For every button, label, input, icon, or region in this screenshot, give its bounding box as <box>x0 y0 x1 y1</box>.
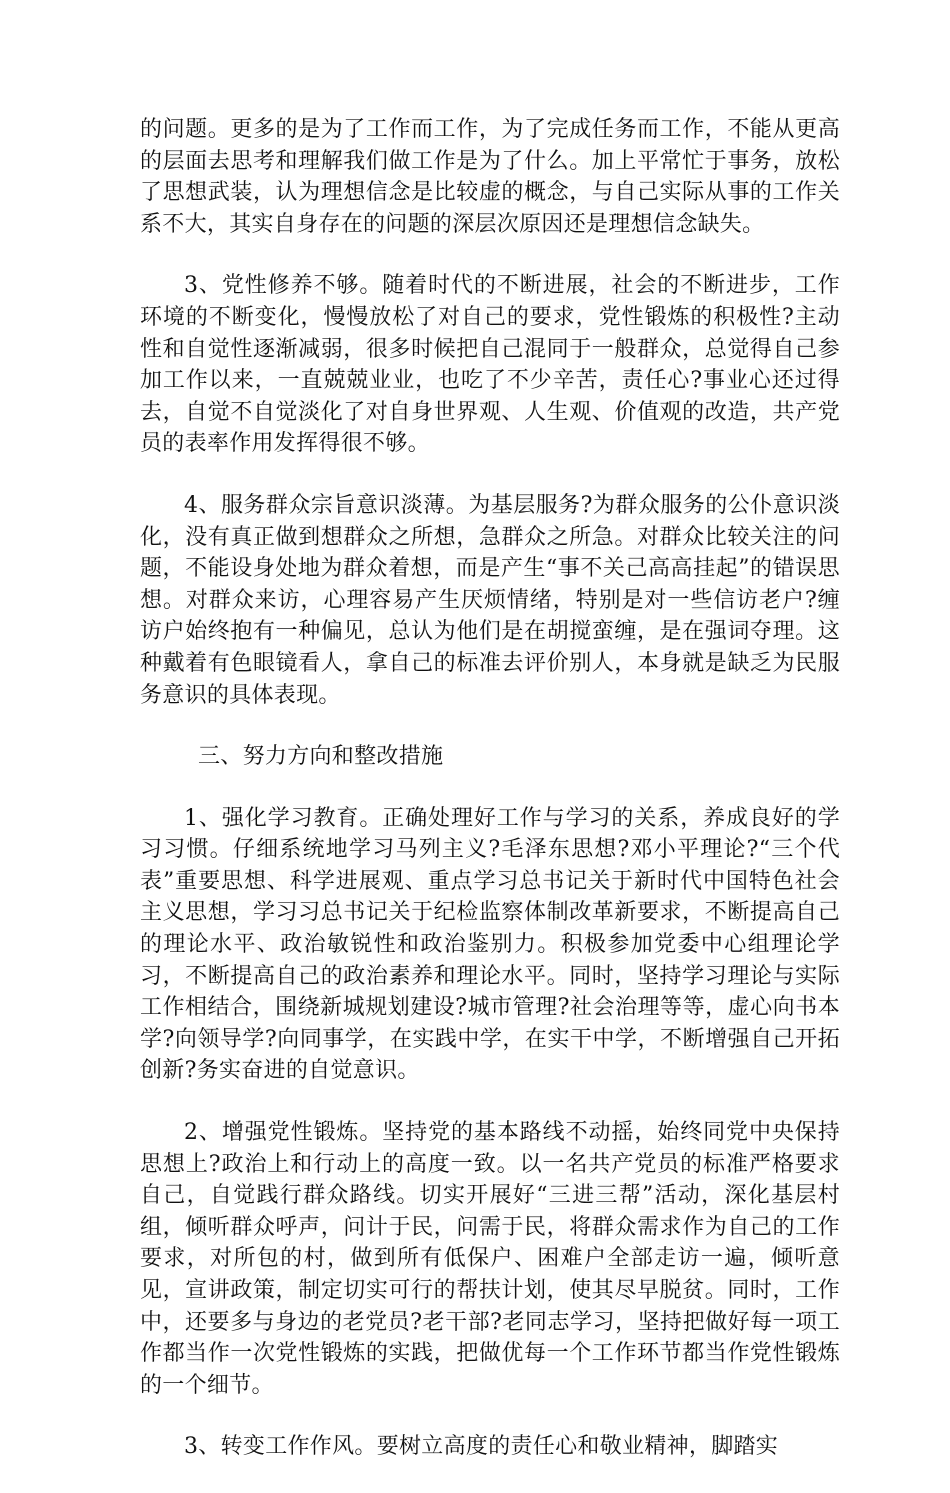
paragraph-work-style: 3、转变工作作风。要树立高度的责任心和敬业精神，脚踏实 <box>184 1434 779 1460</box>
section-heading-measures: 三、努力方向和整改措施 <box>198 744 444 770</box>
paragraph-party-training: 2、增强党性锻炼。坚持党的基本路线不动摇，始终同党中央保持思想上?政治上和行动上的高度一致。以一名共产党员的标准严格要求自己，自觉践行群众路线。切实开展好“三进三帮”活动，深化基层村组，倾听群众呼声，问计于民，问需于民，将群众需求作为自己的工作要求，对所包的村，做到所有低保户、困难户全部走访一遍，倾听意见，宣讲政策，制定切实可行的帮扶计划，使其尽早脱贫。同时，工作中，还要多与身边的老党员?老干部?老同志学习，坚持把做好每一项工作都当作一次党性锻炼的实践，把做优每一个工作环节都当作党性锻炼的一个细节。 <box>140 1120 840 1398</box>
document-body <box>140 114 840 1493</box>
paragraph-study-education: 1、强化学习教育。正确处理好工作与学习的关系，养成良好的学习习惯。仔细系统地学习马列主义?毛泽东思想?邓小平理论?“三个代表”重要思想、科学进展观、重点学习总书记关于新时代中国特色社会主义思想，学习习总书记关于纪检监察体制改革新要求，不断提高自己的理论水平、政治敏锐性和政治鉴别力。积极参加党委中心组理论学习，不断提高自己的政治素养和理论水平。同时，坚持学习理论与实际工作相结合，围绕新城规划建设?城市管理?社会治理等等，虚心向书本学?向领导学?向同事学，在实践中学，在实干中学，不断增强自己开拓创新?务实奋进的自觉意识。 <box>140 805 840 1084</box>
paragraph-continuation: 的问题。更多的是为了工作而工作，为了完成任务而工作，不能从更高的层面去思考和理解我们做工作是为了什么。加上平常忙于事务，放松了思想武装，认为理想信念是比较虚的概念，与自己实际从事的工作关系不大，其实自身存在的问题的深层次原因还是理想信念缺失。 <box>140 117 840 237</box>
paragraph-service-awareness: 4、服务群众宗旨意识淡薄。为基层服务?为群众服务的公仆意识淡化，没有真正做到想群众之所想，急群众之所急。对群众比较关注的问题，不能设身处地为群众着想，而是产生“事不关己高高挂起”的错误思想。对群众来访，心理容易产生厌烦情绪，特别是对一些信访老户?缠访户始终抱有一种偏见，总认为他们是在胡搅蛮缠，是在强词夺理。这种戴着有色眼镜看人，拿自己的标准去评价别人，本身就是缺乏为民服务意识的具体表现。 <box>140 492 840 708</box>
paragraph-party-cultivation: 3、党性修养不够。随着时代的不断进展，社会的不断进步，工作环境的不断变化，慢慢放松了对自己的要求，党性锻炼的积极性?主动性和自觉性逐渐减弱，很多时候把自己混同于一般群众，总觉得自己参加工作以来，一直兢兢业业，也吃了不少辛苦，责任心?事业心还过得去，自觉不自觉淡化了对自身世界观、人生观、价值观的改造，共产党员的表率作用发挥得很不够。 <box>140 273 840 457</box>
